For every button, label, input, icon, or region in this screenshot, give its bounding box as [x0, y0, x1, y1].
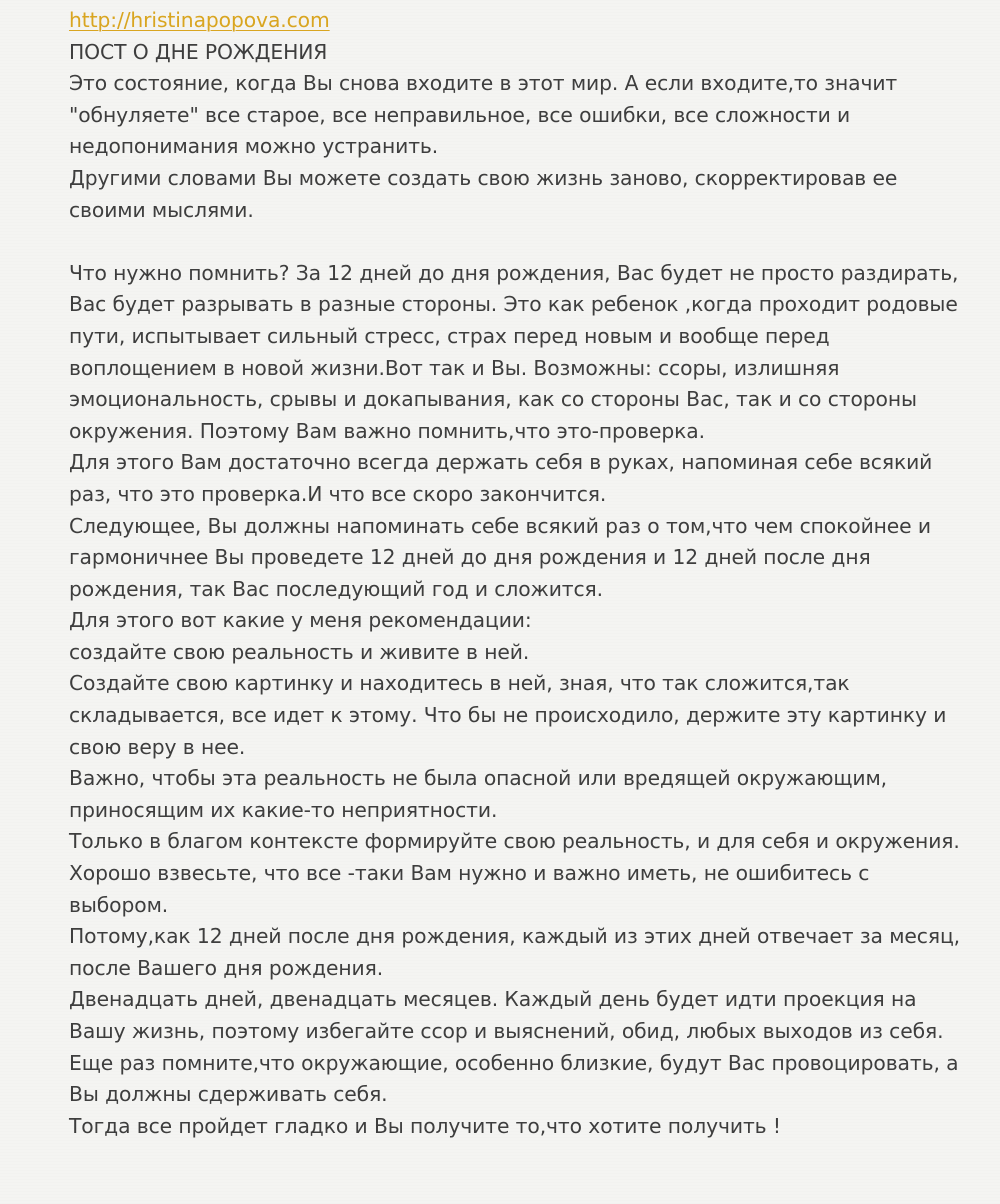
paragraph: Для этого вот какие у меня рекомендации: [69, 608, 532, 633]
note-title: ПОСТ О ДНЕ РОЖДЕНИЯ [69, 39, 328, 64]
paragraph: Для этого Вам достаточно всегда держать себя в руках, напоминая себе всякий раз, что это проверка.И что все скоро закончится. [69, 450, 933, 506]
paragraph: Потому,как 12 дней после дня рождения, каждый из этих дней отвечает за месяц, после Вашего дня рождения. [69, 924, 961, 980]
paragraph: Создайте свою картинку и находитесь в ней, зная, что так сложится,так складывается, все идет к этому. Что бы не происходило, держите эту картинку и свою веру в нее. [69, 671, 947, 759]
website-link[interactable]: http://hristinapopova.com [69, 8, 330, 32]
paragraph: Двенадцать дней, двенадцать месяцев. Каждый день будет идти проекция на Вашу жизнь, поэтому избегайте ссор и выяснений, обид, любых выходов из себя. [69, 987, 944, 1043]
paragraph: Что нужно помнить? За 12 дней до дня рождения, Вас будет не просто раздирать, Вас будет разрывать в разные стороны. Это как ребенок ,когда проходит родовые пути, испытывает сильный стресс, страх перед новым и вообще перед воплощением в новой жизни.Вот так и Вы. Возможны: ссоры, излишняя эмоциональность, срывы и докапывания, как со стороны Вас, так и со стороны окружения. Поэтому Вам важно помнить,что это-проверка. [69, 260, 959, 443]
paragraph: Еще раз помните,что окружающие, особенно близкие, будут Вас провоцировать, а Вы должны сдерживать себя. [69, 1050, 959, 1107]
paragraph: Другими словами Вы можете создать свою жизнь заново, скорректировав ее своими мыслями. [69, 165, 898, 222]
paragraph: Следующее, Вы должны напоминать себе всякий раз о том,что чем спокойнее и гармоничнее Вы проведете 12 дней до дня рождения и 12 дней после дня рождения, так Вас последующий год и сложится. [69, 513, 931, 601]
paragraph: Тогда все пройдет гладко и Вы получите то,что хотите получить ! [69, 1113, 781, 1138]
paragraph: Важно, чтобы эта реальность не была опасной или вредящей окружающим, приносящим их какие-то неприятности. [69, 766, 888, 822]
paragraph: создайте свою реальность и живите в ней. [69, 639, 530, 664]
paragraph: Это состояние, когда Вы снова входите в этот мир. А если входите,то значит "обнуляете" все старое, все неправильное, все ошибки, все сложности и недопонимания можно устранить. [69, 71, 898, 159]
note-body [69, 5, 960, 1142]
blank-line [69, 226, 960, 258]
paragraph: Хорошо взвесьте, что все -таки Вам нужно и важно иметь, не ошибитесь с выбором. [69, 861, 870, 917]
paragraph: Только в благом контексте формируйте свою реальность, и для себя и окружения. [69, 829, 960, 854]
